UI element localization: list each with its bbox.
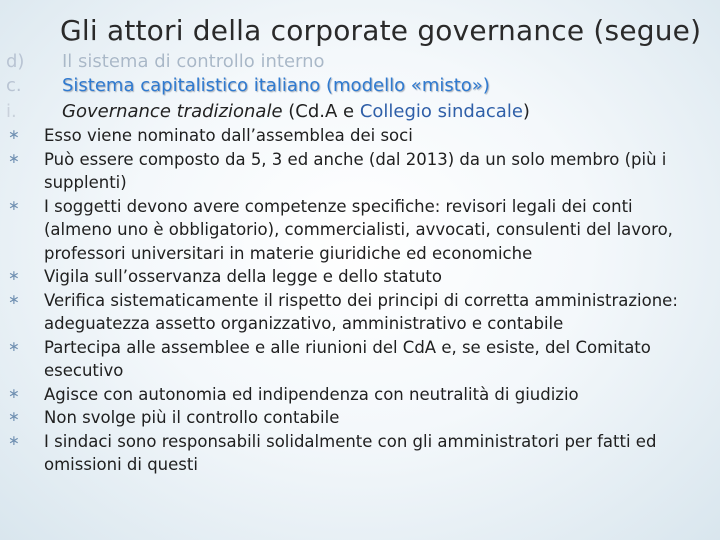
list-item bbox=[0, 289, 700, 336]
bullet-text: I soggetti devono avere competenze specifiche: revisori legali dei conti (almeno uno è obbligatorio), commercialisti, avvocati, consulenti del lavoro, professori universitari in materie giuridiche ed economiche bbox=[44, 196, 673, 263]
slide-title: Gli attori della corporate governance (segue) bbox=[60, 14, 702, 47]
bullet-icon: ∗ bbox=[8, 268, 20, 284]
bullet-text: I sindaci sono responsabili solidalmente con gli amministratori per fatti ed omissioni di questi bbox=[44, 431, 657, 474]
bullet-text: Può essere composto da 5, 3 ed anche (dal 2013) da un solo membro (più i supplenti) bbox=[44, 149, 667, 192]
bullet-text: Verifica sistematicamente il rispetto dei principi di corretta amministrazione: adeguatezza assetto organizzativo, amministrativo e contabile bbox=[44, 290, 678, 333]
list-item bbox=[0, 406, 700, 430]
subheading-i-text bbox=[62, 99, 530, 125]
list-item bbox=[0, 336, 700, 383]
subheading-c-text: Sistema capitalistico italiano (modello «misto») bbox=[62, 75, 490, 96]
bullet-text: Esso viene nominato dall’assemblea dei soci bbox=[44, 126, 413, 145]
bullet-list bbox=[0, 124, 700, 477]
bullet-text: Vigila sull’osservanza della legge e dello statuto bbox=[44, 267, 442, 286]
list-item bbox=[0, 148, 700, 195]
closing-paren: ) bbox=[522, 101, 530, 122]
list-item bbox=[0, 430, 700, 477]
list-item bbox=[0, 195, 700, 266]
bullet-text: Non svolge più il controllo contabile bbox=[44, 408, 340, 427]
subheading-c-marker: c. bbox=[6, 75, 22, 96]
bullet-icon: ∗ bbox=[8, 338, 20, 355]
bullet-icon: ∗ bbox=[8, 197, 20, 214]
bullet-text: Agisce con autonomia ed indipendenza con neutralità di giudizio bbox=[44, 384, 579, 404]
subheading-i-marker: i. bbox=[6, 101, 17, 122]
bullet-icon: ∗ bbox=[8, 127, 20, 143]
list-item bbox=[0, 265, 700, 289]
bullet-icon: ∗ bbox=[8, 150, 20, 167]
list-item bbox=[0, 124, 700, 148]
subheading-d-marker: d) bbox=[6, 51, 25, 72]
cda-text: (Cd.A e bbox=[282, 101, 360, 122]
collegio-sindacale-text: Collegio sindacale bbox=[359, 101, 523, 122]
bullet-text: Partecipa alle assemblee e alle riunioni del CdA e, se esiste, del Comitato esecutivo bbox=[44, 337, 651, 380]
bullet-icon: ∗ bbox=[8, 409, 20, 425]
bullet-icon: ∗ bbox=[8, 291, 20, 308]
bullet-icon: ∗ bbox=[8, 385, 20, 402]
list-item bbox=[0, 383, 700, 407]
bullet-icon: ∗ bbox=[8, 432, 20, 449]
governance-tradizionale-text: Governance tradizionale bbox=[62, 101, 283, 122]
subheading-d-text: Il sistema di controllo interno bbox=[62, 51, 325, 72]
